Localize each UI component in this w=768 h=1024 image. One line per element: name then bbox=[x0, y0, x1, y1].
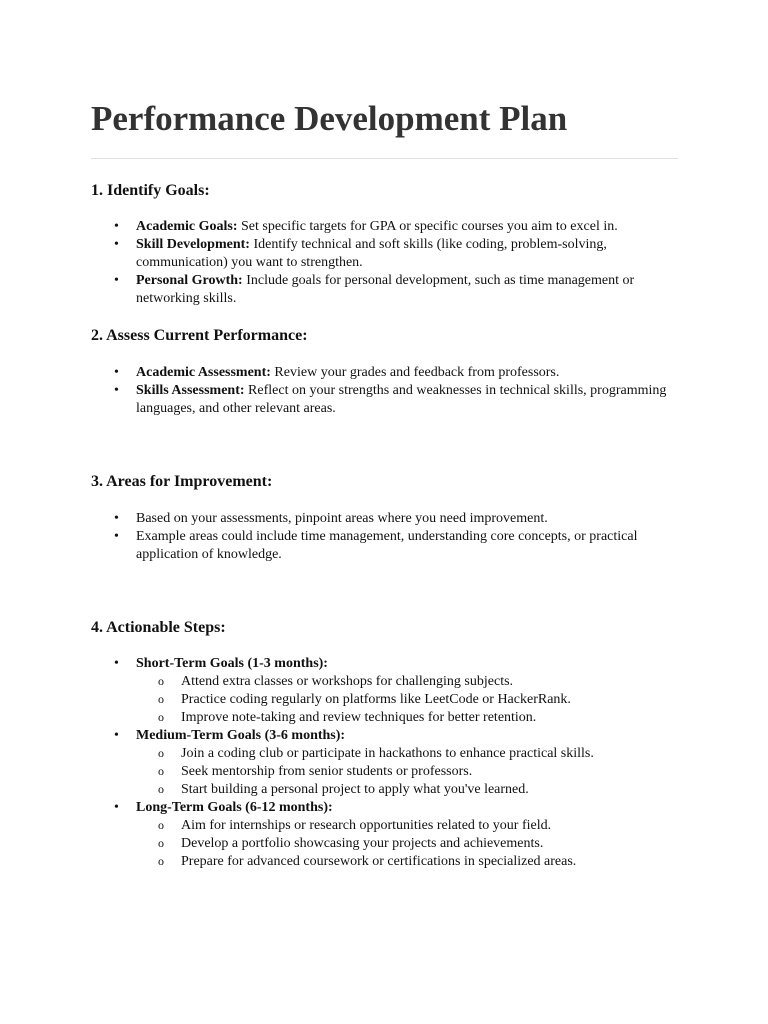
page-title: Performance Development Plan bbox=[91, 99, 568, 138]
list-item: • Personal Growth: Include goals for personal development, such as time management or networking skills. bbox=[91, 272, 678, 308]
title-divider bbox=[91, 158, 678, 159]
sub-list-item: o Seek mentorship from senior students or professors. bbox=[136, 763, 678, 781]
sub-list-item: o Practice coding regularly on platforms like LeetCode or HackerRank. bbox=[136, 691, 678, 709]
list-item-long-term: • Long-Term Goals (6-12 months): o Aim for internships or research opportunities related to your field. o Develop a portfolio showcasing your projects and achievements. o Prepare for advanced coursework or certifications in specialized areas. bbox=[91, 799, 678, 871]
identify-goals-list bbox=[91, 218, 678, 308]
assess-performance-list bbox=[91, 364, 678, 418]
sub-list-item: o Aim for internships or research opportunities related to your field. bbox=[136, 817, 678, 835]
list-item-medium-term: • Medium-Term Goals (3-6 months): o Join a coding club or participate in hackathons to enhance practical skills. o Seek mentorship from senior students or professors. o Start building a personal project to apply what you've learned. bbox=[91, 727, 678, 799]
sub-list-item: o Develop a portfolio showcasing your projects and achievements. bbox=[136, 835, 678, 853]
short-term-sublist bbox=[136, 673, 678, 727]
section-heading-actionable-steps: 4. Actionable Steps: bbox=[91, 619, 226, 636]
actionable-steps-list bbox=[91, 655, 678, 871]
list-item: • Academic Goals: Set specific targets for GPA or specific courses you aim to excel in. bbox=[91, 218, 678, 236]
areas-improvement-list bbox=[91, 510, 678, 564]
list-item: • Skill Development: Identify technical and soft skills (like coding, problem-solving, communication) you want to strengthen. bbox=[91, 236, 678, 272]
section-heading-identify-goals: 1. Identify Goals: bbox=[91, 182, 210, 199]
list-item-short-term: • Short-Term Goals (1-3 months): o Attend extra classes or workshops for challenging subjects. o Practice coding regularly on platforms like LeetCode or HackerRank. o Improve note-taking and review techniques for better retention. bbox=[91, 655, 678, 727]
sub-list-item: o Join a coding club or participate in hackathons to enhance practical skills. bbox=[136, 745, 678, 763]
sub-list-item: o Attend extra classes or workshops for challenging subjects. bbox=[136, 673, 678, 691]
long-term-sublist bbox=[136, 817, 678, 871]
list-item: • Based on your assessments, pinpoint areas where you need improvement. bbox=[91, 510, 678, 528]
list-item: • Example areas could include time management, understanding core concepts, or practical application of knowledge. bbox=[91, 528, 678, 564]
sub-list-item: o Start building a personal project to apply what you've learned. bbox=[136, 781, 678, 799]
list-item: • Skills Assessment: Reflect on your strengths and weaknesses in technical skills, programming languages, and other relevant areas. bbox=[91, 382, 678, 418]
sub-list-item: o Prepare for advanced coursework or certifications in specialized areas. bbox=[136, 853, 678, 871]
sub-list-item: o Improve note-taking and review techniques for better retention. bbox=[136, 709, 678, 727]
section-heading-areas-improvement: 3. Areas for Improvement: bbox=[91, 473, 273, 490]
list-item: • Academic Assessment: Review your grades and feedback from professors. bbox=[91, 364, 678, 382]
section-heading-assess-performance: 2. Assess Current Performance: bbox=[91, 327, 308, 344]
medium-term-sublist bbox=[136, 745, 678, 799]
